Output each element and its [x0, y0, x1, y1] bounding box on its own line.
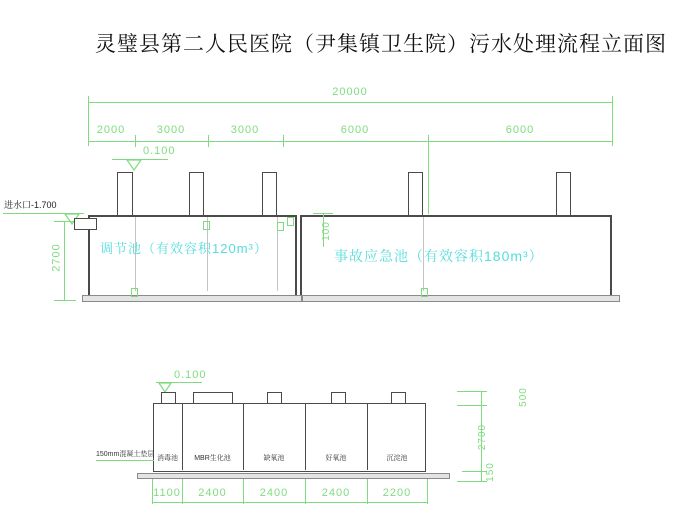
hatch-box: [391, 392, 406, 404]
dim-tick: [135, 135, 136, 147]
dim-label: 500: [518, 387, 529, 407]
dim-label: 2400: [198, 487, 227, 499]
vent-stack: [408, 172, 423, 216]
opening-symbol: [203, 221, 210, 230]
vent-stack: [189, 172, 204, 216]
emergency-tank-label: 事故应急池（有效容积180m³）: [334, 248, 544, 264]
drawing-title: 灵璧县第二人民医院（尹集镇卫生院）污水处理流程立面图: [95, 32, 667, 56]
dim-label-freeboard: 100: [321, 221, 332, 241]
compartment-label: 缺氧池: [263, 455, 285, 462]
dim-line-depth: [64, 221, 65, 300]
vent-stack: [556, 172, 571, 216]
dim-label: 150: [485, 462, 496, 482]
dim-extension-line: [612, 96, 613, 146]
dim-label: 6000: [340, 124, 370, 136]
elevation-label: 0.100: [174, 369, 207, 381]
opening-symbol: [421, 288, 428, 297]
compartment-label: 消毒池: [157, 455, 178, 462]
dim-label: 1100: [153, 487, 181, 499]
dim-tick: [54, 221, 76, 222]
opening-symbol: [287, 217, 294, 226]
vent-stack: [117, 172, 133, 216]
inlet-box: [74, 218, 97, 230]
hatch-box: [161, 392, 176, 404]
dim-label: 3000: [156, 124, 186, 136]
dim-label: 2400: [259, 487, 289, 499]
dim-tick: [457, 405, 487, 406]
elevation-label: 0.100: [143, 145, 176, 157]
dim-extension-line: [428, 147, 429, 214]
regulating-tank-label: 调节池（有效容积120m³）: [100, 241, 268, 256]
dim-label-overall: 20000: [332, 86, 368, 98]
dim-line-overall: [88, 102, 612, 103]
dim-tick: [283, 135, 284, 147]
dim-tick: [428, 135, 429, 147]
dim-extension-line: [88, 96, 89, 146]
dim-label: 2000: [96, 124, 126, 136]
regulating-tank: [88, 215, 297, 297]
elevation-triangle-icon: [126, 159, 142, 171]
opening-symbol: [131, 288, 138, 297]
dim-tick: [54, 300, 76, 301]
dim-tick: [462, 471, 487, 472]
vent-stack: [262, 172, 277, 216]
dim-label: 2200: [382, 487, 412, 499]
dim-label: 2400: [321, 487, 351, 499]
opening-symbol: [277, 222, 284, 231]
compartment-label: 好氧池: [325, 455, 347, 462]
hatch-box: [193, 392, 233, 404]
bed-leader-line: [96, 460, 154, 461]
dim-tick: [208, 135, 209, 147]
base-slab: [137, 473, 450, 479]
compartment-label: MBR生化池: [194, 455, 231, 462]
dim-line-segments: [88, 141, 612, 142]
dim-line-bottom: [152, 502, 427, 503]
dim-tick: [427, 479, 428, 504]
bed-label: 150mm混凝土垫层: [96, 451, 155, 458]
compartment-label: 沉淀池: [386, 455, 408, 462]
dim-tick: [457, 481, 487, 482]
dim-label-depth: 2700: [50, 243, 63, 272]
inlet-label: 进水口-1.700: [4, 200, 57, 210]
dim-label: 2700: [477, 423, 488, 451]
dim-label: 6000: [505, 124, 535, 136]
dim-label: 3000: [230, 124, 260, 136]
dim-tick: [457, 391, 487, 392]
tank-floor-slab: [302, 295, 620, 302]
hatch-box: [331, 392, 346, 404]
hatch-box: [267, 392, 282, 404]
tank-floor-slab: [82, 295, 302, 302]
